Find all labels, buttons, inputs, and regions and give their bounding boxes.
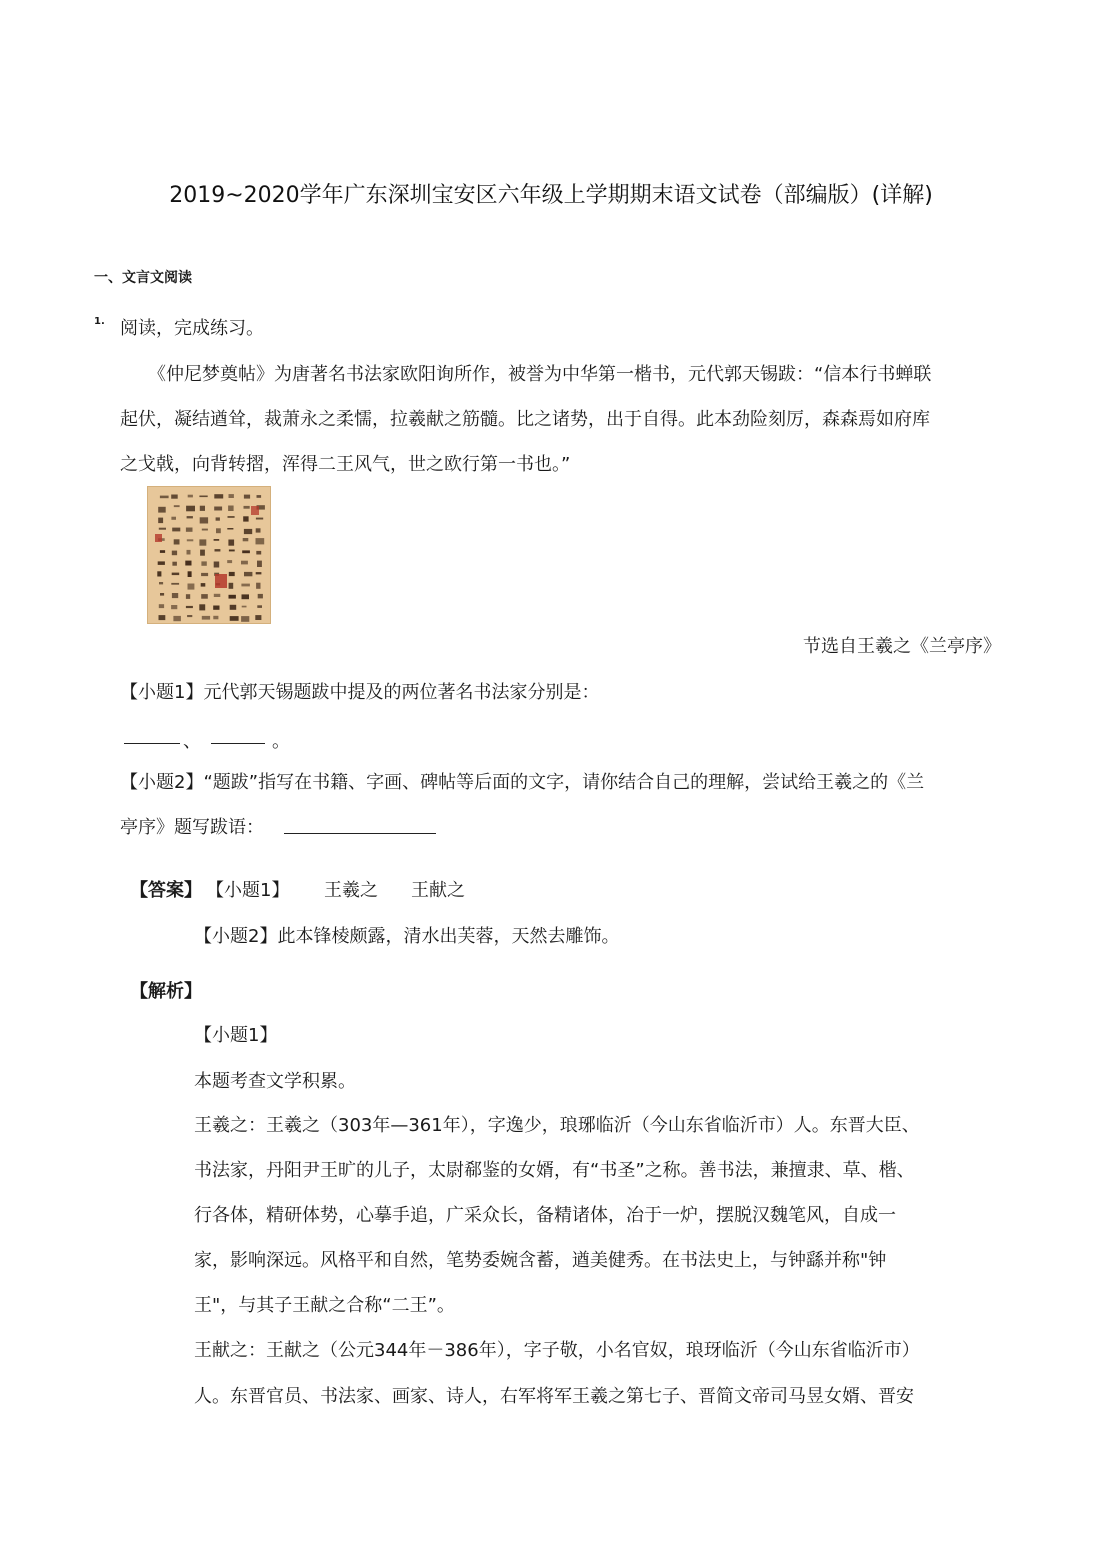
question-instruction: 阅读，完成练习。 [120,318,264,339]
analysis-line: 行各体，精研体势，心摹手追，广采众长，备精诸体，冶于一炉，摆脱汉魏笔风，自成一 [194,1205,896,1226]
analysis-line: 王羲之：王羲之（303年—361年），字逸少，琅琊临沂（今山东省临沂市）人。东晋大臣、 [194,1115,920,1136]
answer-blank-1[interactable] [124,743,180,744]
calligraphy-image [147,486,271,624]
blank-separator: 、 [183,731,201,752]
answer-q1-a: 王羲之 [324,880,378,901]
answer-q1-label: 【小题1】 [206,880,290,901]
question-number: 1. [94,316,105,327]
subquestion-2-line-2: 亭序》题写跋语： [120,817,264,838]
image-caption: 节选自王羲之《兰亭序》 [803,636,1001,657]
analysis-line: 家，影响深远。风格平和自然，笔势委婉含蓄，遒美健秀。在书法史上，与钟繇并称"钟 [194,1250,887,1271]
analysis-label: 【解析】 [130,981,202,1002]
analysis-line: 本题考查文学积累。 [194,1071,356,1092]
page-title: 2019~2020学年广东深圳宝安区六年级上学期期末语文试卷（部编版）(详解) [169,183,933,208]
answer-q2: 【小题2】此本锋棱颇露，清水出芙蓉，天然去雕饰。 [194,926,620,947]
subquestion-2-line-1: 【小题2】“题跋”指写在书籍、字画、碑帖等后面的文字，请你结合自己的理解，尝试给王羲之的《兰 [120,772,925,793]
answer-blank-2[interactable] [211,743,265,744]
analysis-line: 王献之：王献之（公元344年－386年），字子敬，小名官奴，琅玡临沂（今山东省临沂市） [194,1340,920,1361]
answer-blank-3[interactable] [284,833,436,834]
analysis-line: 书法家，丹阳尹王旷的儿子，太尉郗鉴的女婿，有“书圣”之称。善书法，兼擅隶、草、楷、 [194,1160,915,1181]
analysis-line: 人。东晋官员、书法家、画家、诗人，右军将军王羲之第七子、晋简文帝司马昱女婿、晋安 [194,1386,914,1407]
section-heading: 一、文言文阅读 [94,270,192,286]
answer-q1-b: 王献之 [411,880,465,901]
answer-label: 【答案】 [130,880,202,901]
passage-line-3: 之戈戟，向背转摺，浑得二王风气，世之欧行第一书也。” [120,454,571,475]
analysis-line: 王"，与其子王献之合称“二王”。 [194,1295,455,1316]
passage-line-1: 《仲尼梦奠帖》为唐著名书法家欧阳询所作，被誉为中华第一楷书，元代郭天锡跋：“信本行书蝉联 [148,364,932,385]
blank-end-mark: 。 [272,731,290,752]
passage-line-2: 起伏，凝结遒耸，裁萧永之柔懦，拉羲献之筋髓。比之诸势，出于自得。此本劲险刻厉，森森焉如府库 [120,409,930,430]
analysis-sub-label: 【小题1】 [194,1025,278,1046]
subquestion-1: 【小题1】元代郭天锡题跋中提及的两位著名书法家分别是： [120,682,600,703]
